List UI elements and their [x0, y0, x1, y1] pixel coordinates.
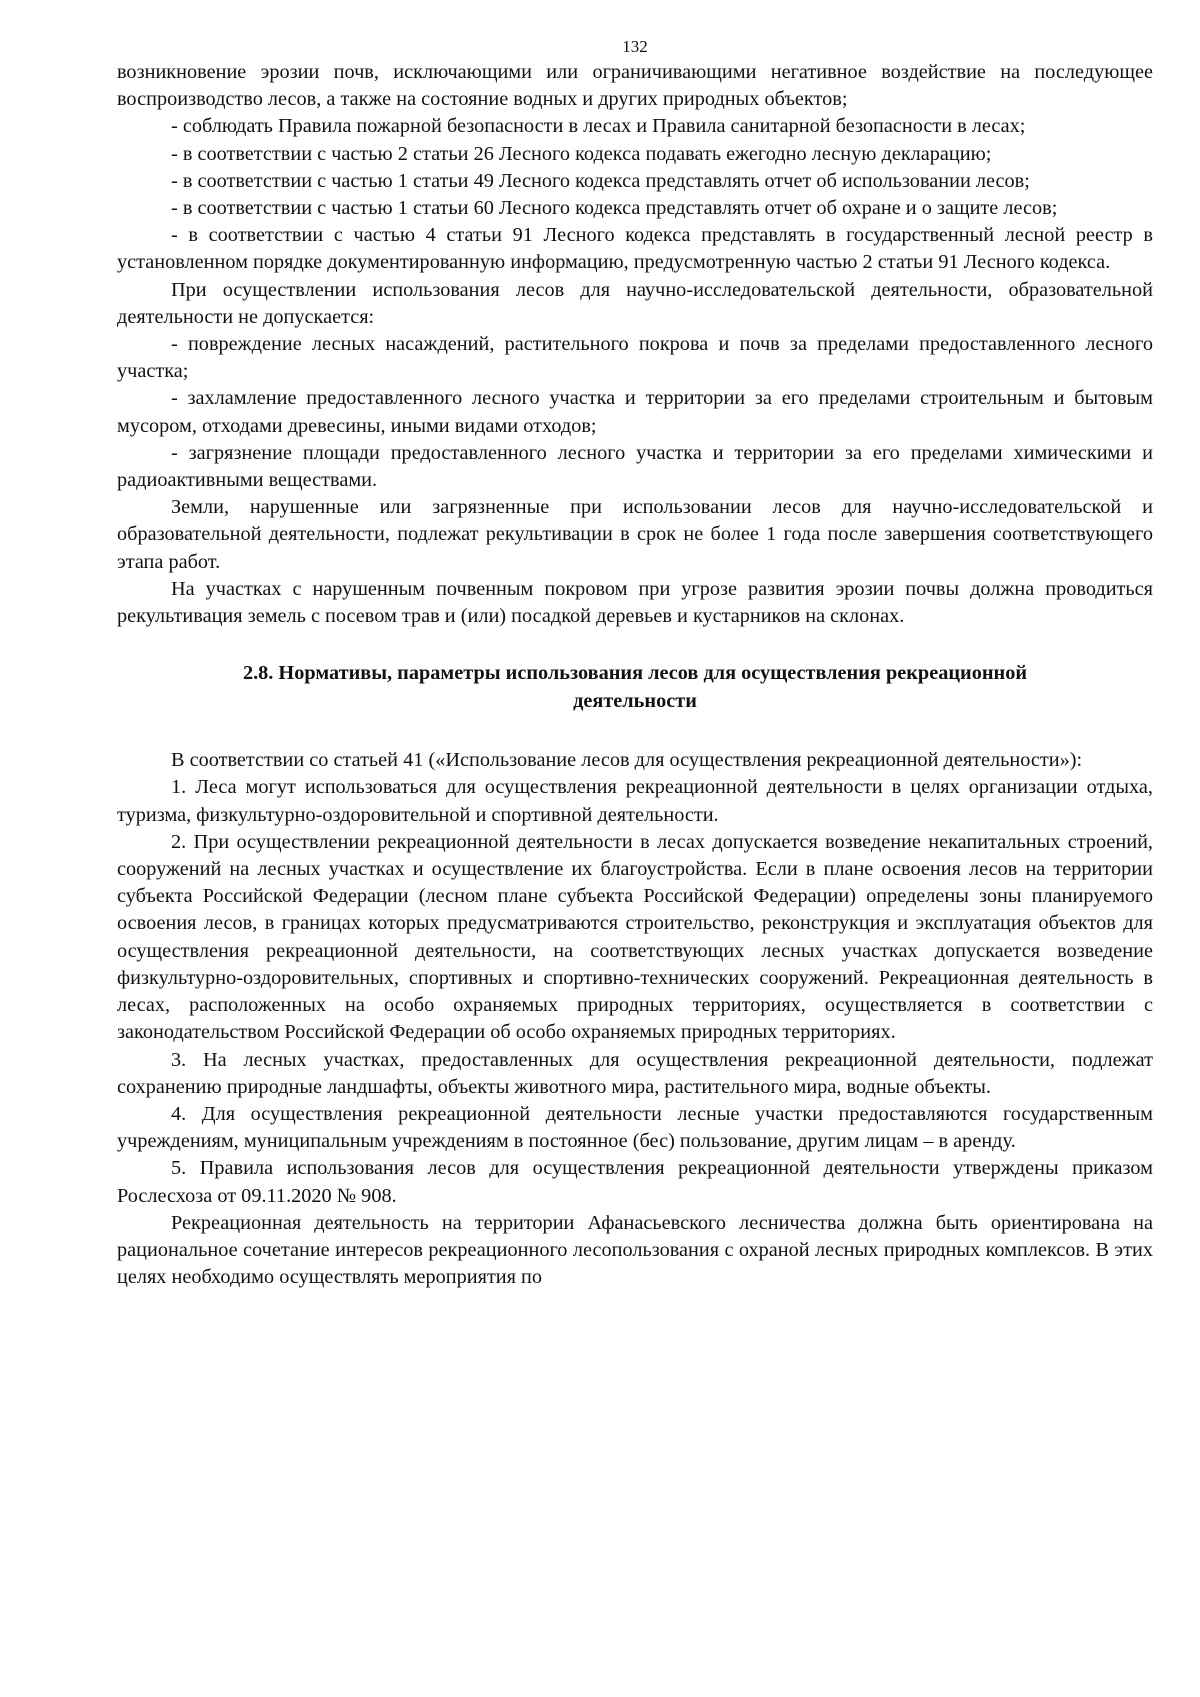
paragraph: возникновение эрозии почв, исключающими или ограничивающими негативное воздействие на последующее воспроизводство лесов, а также на состояние водных и других природных объектов;: [117, 61, 1153, 111]
document-page: [117, 36, 1153, 1291]
page-number: 132: [622, 37, 648, 56]
section-heading: [117, 660, 1153, 715]
list-item: - повреждение лесных насаждений, растительного покрова и почв за пределами предоставленного лесного участка;: [117, 333, 1153, 383]
paragraph: Земли, нарушенные или загрязненные при использовании лесов для научно-исследовательской и образовательной деятельности, подлежат рекультивации в срок не более 1 года после завершения соответствующего этапа работ.: [117, 496, 1153, 573]
list-item: - загрязнение площади предоставленного лесного участка и территории за его пределами химическими и радиоактивными веществами.: [117, 441, 1153, 492]
list-item: - в соответствии с частью 1 статьи 49 Лесного кодекса представлять отчет об использовании лесов;: [171, 169, 1030, 192]
numbered-item: 5. Правила использования лесов для осуществления рекреационной деятельности утверждены приказом Рослесхоза от 09.11.2020 № 908.: [117, 1157, 1153, 1207]
numbered-item: 2. При осуществлении рекреационной деятельности в лесах допускается возведение некапитальных строений, сооружений на лесных участках и осуществление их благоустройства. Если в плане освоения лесов на территории субъекта Российской Федерации (лесном плане субъекта Российской Федерации) определены зоны планируемого освоения лесов, в границах которых предусматриваются строительство, реконструкция и эксплуатация объектов для осуществления рекреационной деятельности, на соответствующих лесных участках допускается возведение физкультурно-оздоровительных, спортивных и спортивно-технических сооружений. Рекреационная деятельность в лесах, расположенных на особо охраняемых природных территориях, осуществляется в соответствии с законодательством Российской Федерации об особо охраняемых природных территориях.: [117, 830, 1153, 1044]
numbered-item: 4. Для осуществления рекреационной деятельности лесные участки предоставляются государственным учреждениям, муниципальным учреждениям в постоянное (бес) пользование, другим лицам – в аренду.: [117, 1102, 1153, 1153]
list-item: - в соответствии с частью 1 статьи 60 Лесного кодекса представлять отчет об охране и о защите лесов;: [171, 197, 1058, 220]
numbered-item: 3. На лесных участках, предоставленных для осуществления рекреационной деятельности, подлежат сохранению природные ландшафты, объекты животного мира, растительного мира, водные объекты.: [117, 1048, 1153, 1098]
list-item: - захламление предоставленного лесного участка и территории за его пределами строительным и бытовым мусором, отходами древесины, иными видами отходов;: [117, 387, 1153, 437]
paragraph: При осуществлении использования лесов для научно-исследовательской деятельности, образовательной деятельности не допускается:: [117, 278, 1153, 328]
section-heading-line: деятельности: [573, 689, 697, 712]
section-heading-line: 2.8. Нормативы, параметры использования лесов для осуществления рекреационной: [242, 662, 1028, 685]
list-item: - соблюдать Правила пожарной безопасности в лесах и Правила санитарной безопасности в лесах;: [171, 115, 1026, 138]
paragraph: На участках с нарушенным почвенным покровом при угрозе развития эрозии почвы должна проводиться рекультивация земель с посевом трав и (или) посадкой деревьев и кустарников на склонах.: [117, 577, 1153, 628]
paragraph: В соответствии со статьей 41 («Использование лесов для осуществления рекреационной деятельности»):: [171, 749, 1083, 772]
list-item: - в соответствии с частью 4 статьи 91 Лесного кодекса представлять в государственный лесной реестр в установленном порядке документированную информацию, предусмотренную частью 2 статьи 91 Лесного кодекса.: [117, 224, 1153, 274]
paragraph: Рекреационная деятельность на территории Афанасьевского лесничества должна быть ориентирована на рациональное сочетание интересов рекреационного лесопользования с охраной лесных природных комплексов. В этих целях необходимо осуществлять мероприятия по: [117, 1211, 1153, 1289]
list-item: - в соответствии с частью 2 статьи 26 Лесного кодекса подавать ежегодно лесную декларацию;: [171, 142, 992, 165]
numbered-item: 1. Леса могут использоваться для осуществления рекреационной деятельности в целях организации отдыха, туризма, физкультурно-оздоровительной и спортивной деятельности.: [117, 776, 1153, 826]
